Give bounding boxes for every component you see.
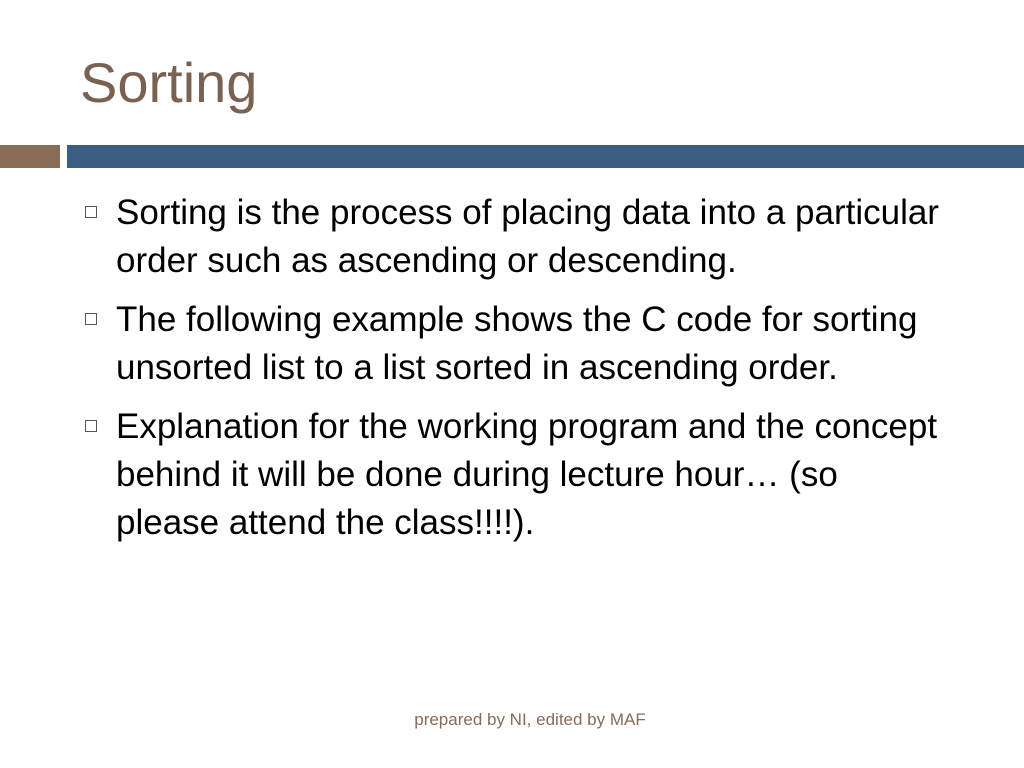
slide-title: Sorting bbox=[80, 51, 258, 114]
square-bullet-icon bbox=[85, 420, 97, 432]
bullet-text: Explanation for the working program and the concept behind it will be done during lecture hour… (so please attend the class!!!!). bbox=[116, 407, 938, 542]
slide-footer: prepared by NI, edited by MAF bbox=[414, 710, 646, 729]
bullet-item bbox=[80, 189, 950, 285]
title-divider-blue bbox=[67, 145, 1024, 168]
bullet-text: Sorting is the process of placing data into a particular order such as ascending or descending. bbox=[116, 193, 939, 280]
bullet-item bbox=[80, 296, 950, 392]
square-bullet-icon bbox=[85, 313, 97, 325]
square-bullet-icon bbox=[85, 206, 97, 218]
bullet-item bbox=[80, 403, 950, 547]
bullet-list bbox=[80, 189, 950, 558]
title-divider-brown bbox=[0, 145, 60, 168]
bullet-text: The following example shows the C code for sorting unsorted list to a list sorted in ascending order. bbox=[116, 300, 918, 387]
